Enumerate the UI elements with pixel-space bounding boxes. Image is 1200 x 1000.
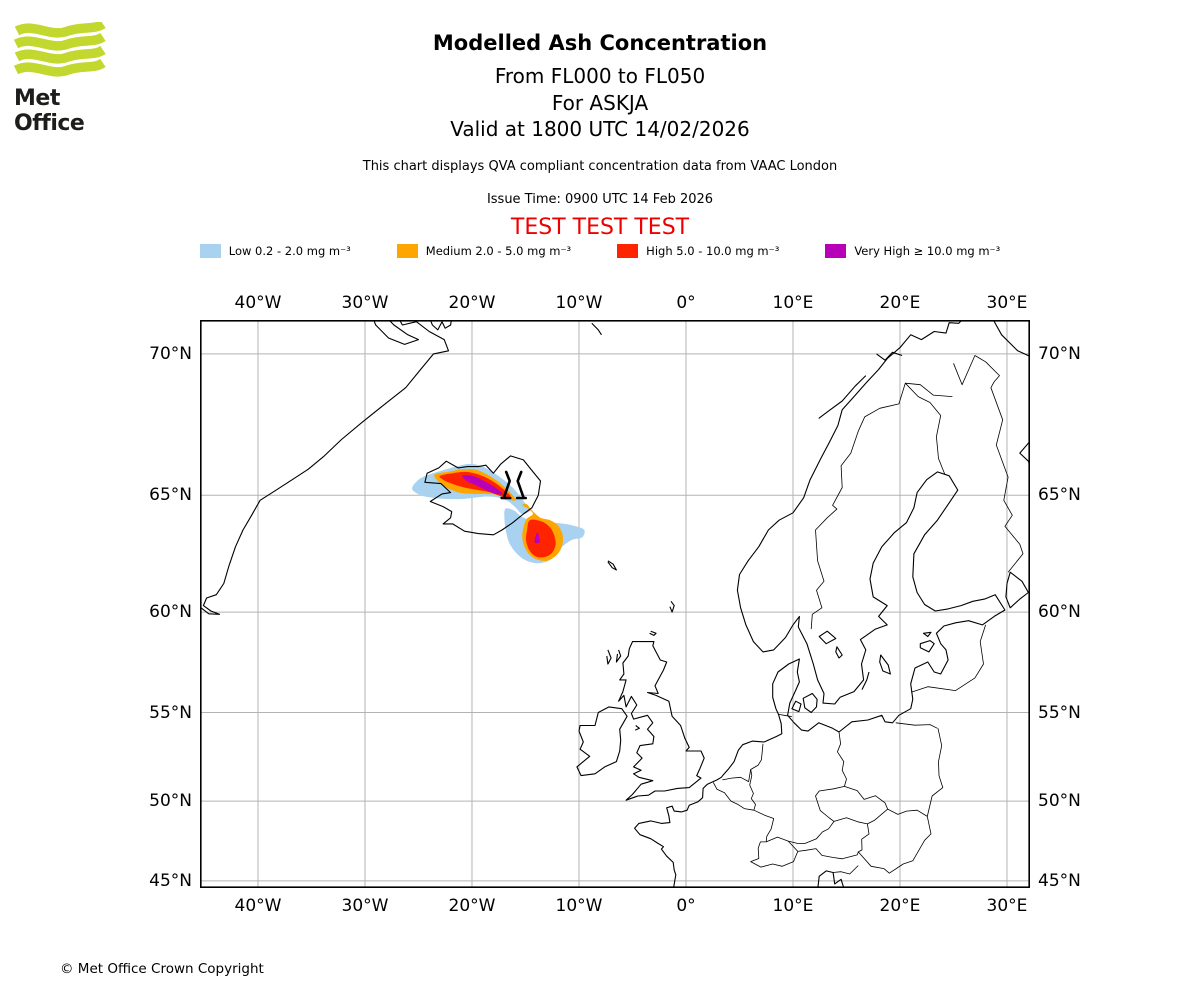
legend-item-very_high (825, 244, 1000, 258)
legend-swatch-low (200, 244, 221, 258)
coastline (670, 601, 674, 612)
subtitle-volcano: For ASKJA (551, 91, 649, 115)
coastline (1006, 572, 1029, 608)
y-tick-label-left: 55°N (149, 702, 192, 723)
x-tick-label-bottom: 40°W (234, 896, 282, 916)
country-border (798, 824, 869, 859)
y-tick-label-left: 65°N (149, 485, 192, 506)
subtitle-flight-levels: From FL000 to FL050 (494, 64, 706, 88)
x-tick-label-top: 40°W (234, 293, 282, 313)
y-tick-label-left: 50°N (149, 791, 192, 812)
coastline (924, 632, 932, 636)
x-tick-label-bottom: 10°E (772, 896, 814, 916)
y-tick-label-left: 45°N (149, 870, 192, 891)
x-tick-label-bottom: 30°W (341, 896, 389, 916)
coastline (650, 631, 656, 635)
coastline (819, 631, 836, 644)
country-border (927, 728, 943, 816)
country-border (837, 732, 846, 786)
y-tick-label-right: 45°N (1038, 870, 1081, 891)
coastline (592, 323, 602, 335)
y-tick-label-right: 50°N (1038, 791, 1081, 812)
coastline (819, 376, 866, 419)
legend-label: High 5.0 - 10.0 mg m⁻³ (646, 244, 780, 258)
coastline (803, 694, 817, 713)
country-border (896, 723, 938, 729)
coastline (635, 726, 639, 731)
coastline (989, 320, 1030, 357)
coastline (619, 642, 705, 801)
y-tick-label-left: 70°N (149, 343, 192, 364)
issue-time: Issue Time: 0900 UTC 14 Feb 2026 (486, 192, 714, 207)
coastline (818, 871, 845, 888)
y-tick-label-right: 65°N (1038, 485, 1081, 506)
coastline (920, 641, 934, 652)
x-tick-label-top: 30°W (341, 293, 389, 313)
x-tick-label-bottom: 10°W (555, 896, 603, 916)
country-border (816, 786, 888, 824)
x-tick-label-top: 30°E (986, 293, 1028, 313)
concentration-legend (0, 244, 1200, 258)
map-frame (201, 321, 1029, 887)
met-office-logo-text: Met Office (14, 86, 85, 136)
map-svg (200, 320, 1030, 888)
legend-label: Low 0.2 - 2.0 mg m⁻³ (228, 244, 351, 258)
y-tick-label-left: 60°N (149, 602, 192, 623)
legend-item-medium (397, 244, 571, 258)
coastline (607, 650, 611, 664)
country-border (779, 714, 792, 716)
country-border (858, 816, 931, 873)
legend-label: Very High ≥ 10.0 mg m⁻³ (854, 244, 1001, 258)
legend-swatch-medium (397, 244, 418, 258)
y-tick-label-right: 70°N (1038, 343, 1081, 364)
legend-item-high (617, 244, 779, 258)
legend-swatch-very_high (825, 244, 846, 258)
y-tick-label-right: 60°N (1038, 602, 1081, 623)
page-title: Modelled Ash Concentration (432, 31, 768, 55)
y-tick-label-right: 55°N (1038, 702, 1081, 723)
x-tick-label-top: 10°W (555, 293, 603, 313)
coastline (616, 650, 620, 662)
country-border (905, 383, 945, 474)
x-tick-label-top: 0° (676, 293, 696, 313)
country-border (750, 744, 774, 842)
legend-item-low (200, 244, 351, 258)
country-border (811, 383, 952, 629)
coastline (370, 320, 418, 344)
coastline (200, 320, 449, 614)
country-border (833, 866, 858, 875)
legend-swatch-high (617, 244, 638, 258)
x-tick-label-bottom: 20°E (879, 896, 921, 916)
country-border (911, 625, 985, 692)
coastline (577, 707, 627, 776)
x-tick-label-top: 20°W (448, 293, 496, 313)
country-border (888, 809, 928, 816)
subtitle-valid-time: Valid at 1800 UTC 14/02/2026 (450, 117, 750, 141)
country-border (713, 782, 754, 810)
x-tick-label-top: 20°E (879, 293, 921, 313)
qva-note: This chart displays QVA compliant concentration data from VAAC London (362, 159, 838, 174)
coastline (608, 561, 617, 570)
coastline (635, 320, 1005, 888)
country-border (788, 821, 834, 843)
x-tick-label-bottom: 20°W (448, 896, 496, 916)
legend-label: Medium 2.0 - 5.0 mg m⁻³ (425, 244, 572, 258)
x-tick-label-bottom: 0° (676, 896, 696, 916)
coastline (836, 647, 842, 658)
copyright-text: © Met Office Crown Copyright (60, 961, 264, 977)
x-tick-label-top: 10°E (772, 293, 814, 313)
coastline (880, 655, 891, 674)
x-tick-label-bottom: 30°E (986, 896, 1028, 916)
country-border (954, 356, 1024, 573)
test-banner: TEST TEST TEST (510, 215, 690, 240)
